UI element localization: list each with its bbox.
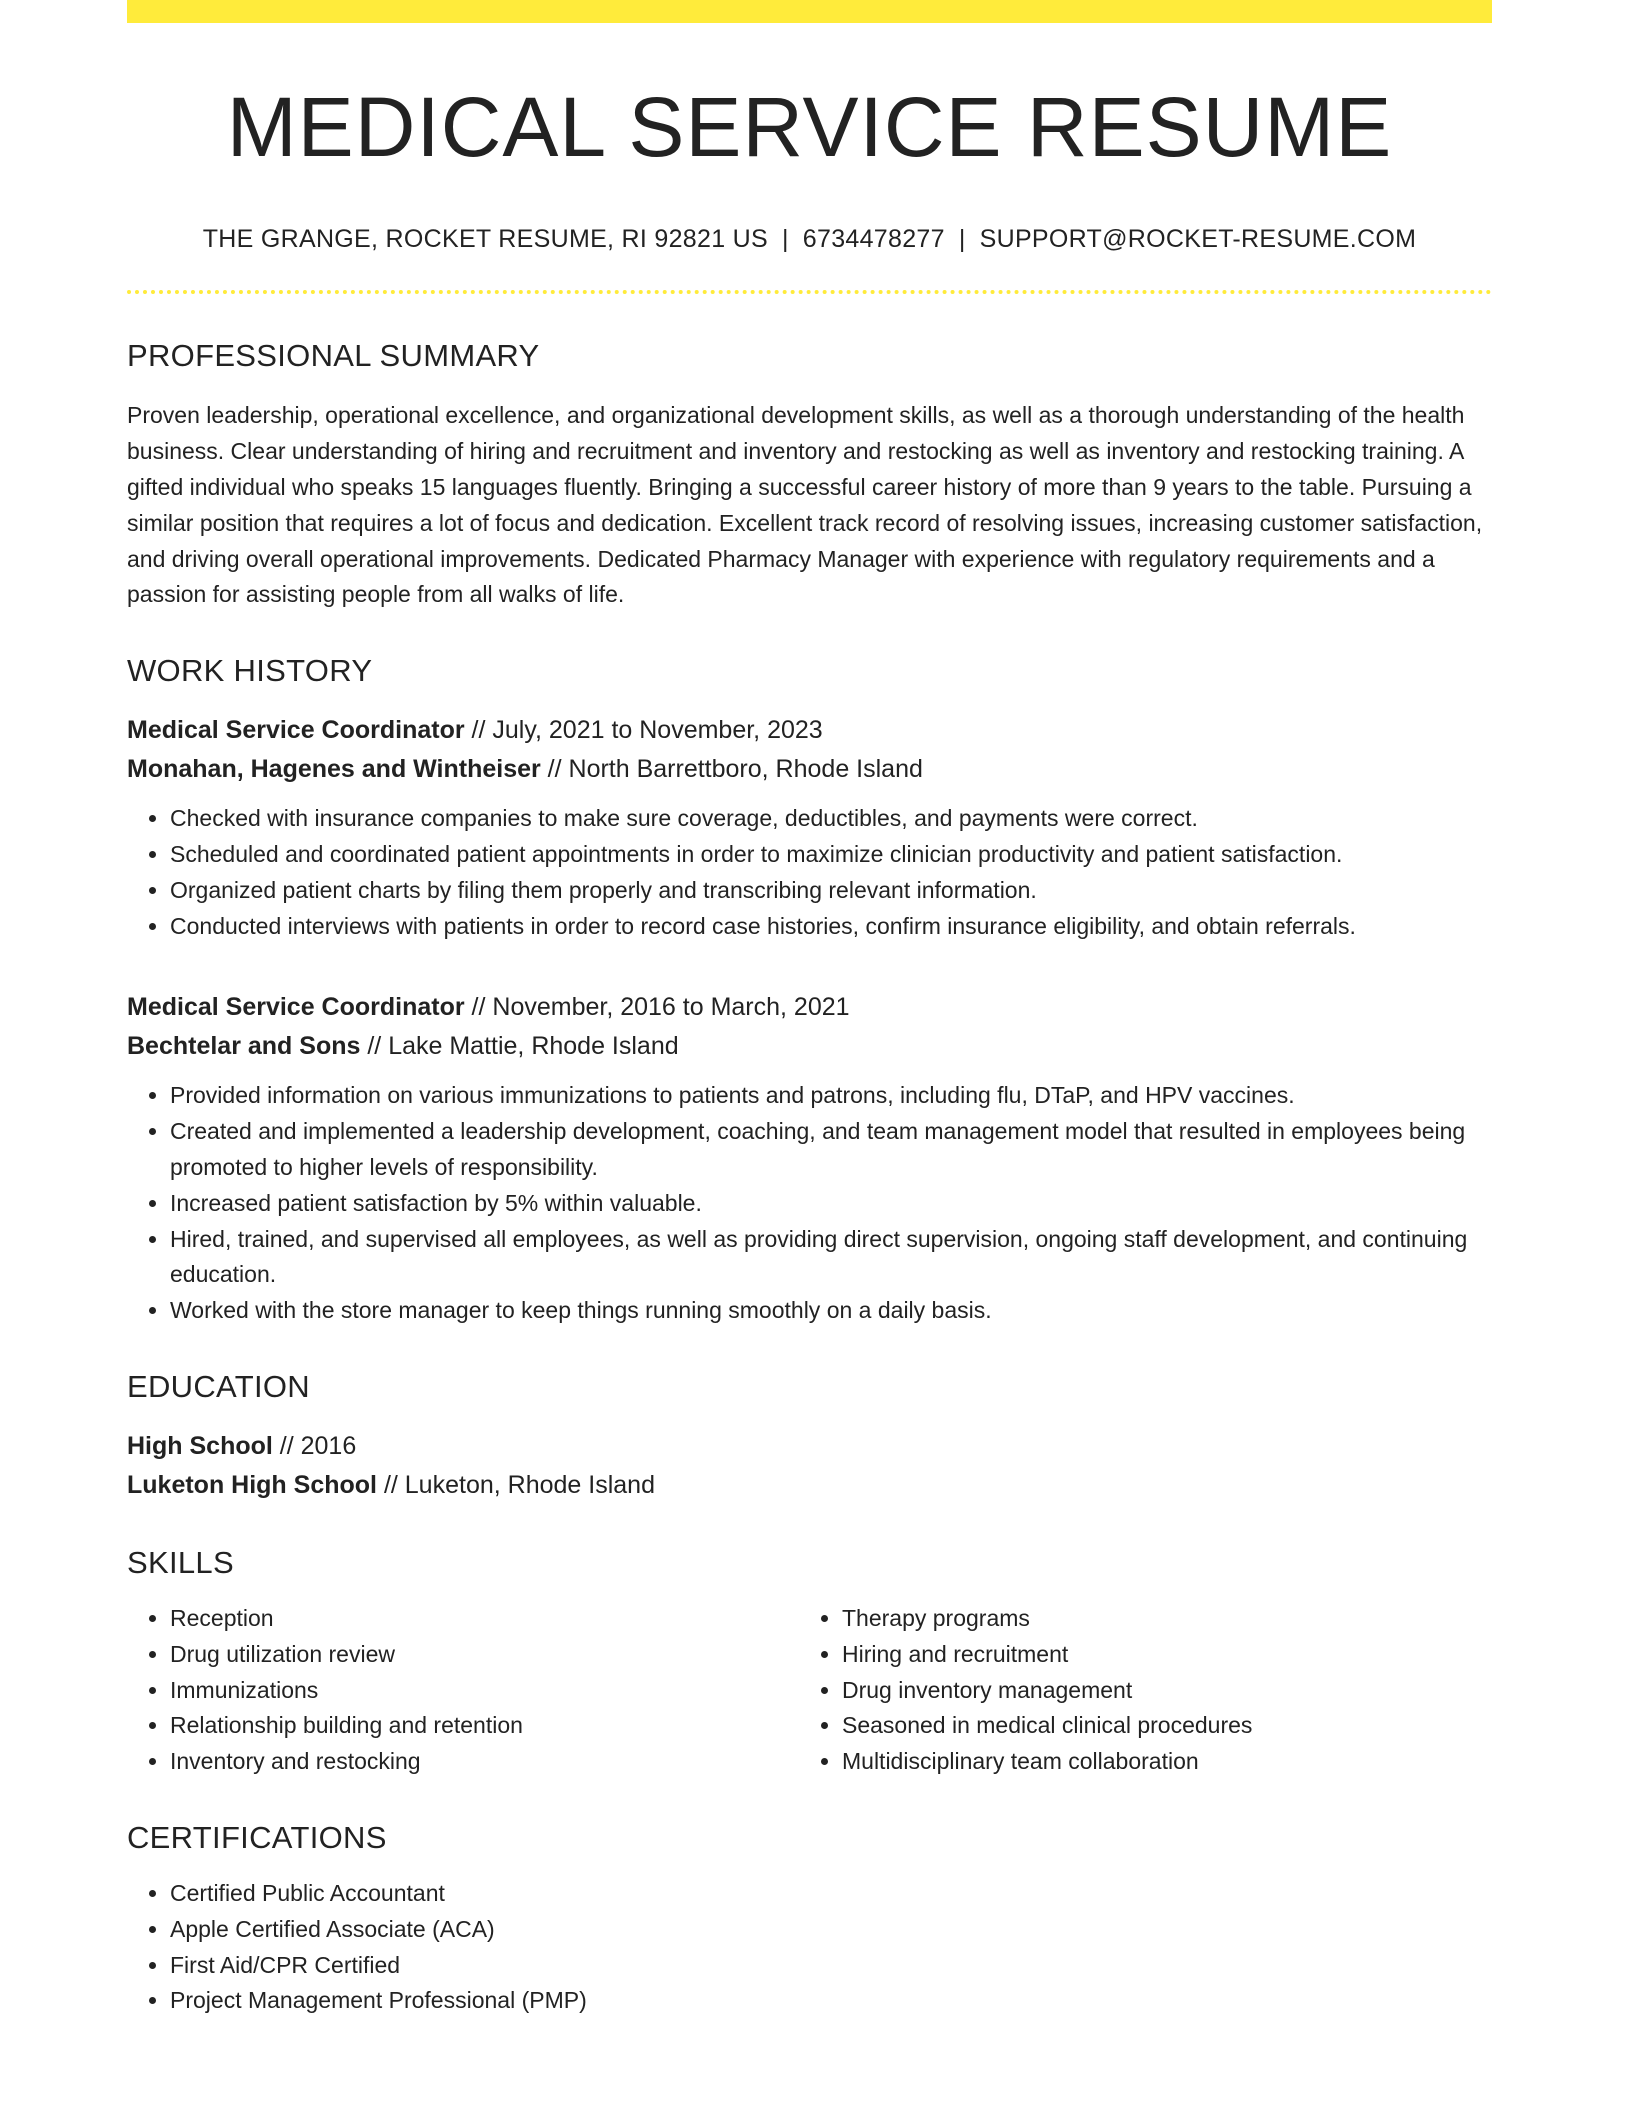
certifications-section	[127, 1820, 1492, 2019]
resume-title: MEDICAL SERVICE RESUME	[226, 80, 1393, 174]
list-item: • Conducted interviews with patients in order to record case histories, confirm insurance eligibility, and obtain referrals.	[170, 909, 1492, 945]
list-item: • Certified Public Accountant	[170, 1876, 1492, 1912]
list-item: • Seasoned in medical clinical procedures	[842, 1708, 1471, 1744]
education-location: // Luketon, Rhode Island	[377, 1470, 655, 1499]
list-item: • Reception	[170, 1601, 799, 1637]
job-dates: // November, 2016 to March, 2021	[464, 993, 850, 1022]
job-company-line	[127, 1027, 1492, 1066]
list-item: • Organized patient charts by filing them properly and transcribing relevant information.	[170, 873, 1492, 909]
job-entry	[127, 988, 1492, 1329]
education-entry	[127, 1427, 1492, 1505]
list-item: • Scheduled and coordinated patient appointments in order to maximize clinician productivity and patient satisfaction.	[170, 837, 1492, 873]
certifications-list	[127, 1876, 1492, 2019]
skills-list	[799, 1601, 1471, 1780]
education-degree: High School	[127, 1431, 273, 1460]
list-item: • Immunizations	[170, 1673, 799, 1709]
list-item: • Apple Certified Associate (ACA)	[170, 1912, 1492, 1948]
list-item: • Created and implemented a leadership development, coaching, and team management model that resulted in employees being promoted to higher levels of responsibility.	[170, 1114, 1492, 1186]
skills-section	[127, 1545, 1492, 1780]
job-title-line	[127, 988, 1492, 1027]
job-role: Medical Service Coordinator	[127, 716, 465, 745]
list-item: • Provided information on various immunizations to patients and patrons, including flu, DTaP, and HPV vaccines.	[170, 1078, 1492, 1114]
education-school: Luketon High School	[127, 1470, 377, 1499]
skills-columns	[127, 1601, 1492, 1780]
job-bullets	[127, 801, 1492, 944]
summary-heading: PROFESSIONAL SUMMARY	[127, 338, 540, 374]
list-item: • Hiring and recruitment	[842, 1637, 1471, 1673]
list-item: • Drug utilization review	[170, 1637, 799, 1673]
job-company-line	[127, 750, 1492, 789]
job-company: Bechtelar and Sons	[127, 1032, 361, 1061]
list-item: • Project Management Professional (PMP)	[170, 1983, 1492, 2019]
skills-column-left	[127, 1601, 799, 1780]
list-item: • Increased patient satisfaction by 5% within valuable.	[170, 1186, 1492, 1222]
job-role: Medical Service Coordinator	[127, 993, 465, 1022]
list-item: • Multidisciplinary team collaboration	[842, 1744, 1471, 1780]
job-location: // Lake Mattie, Rhode Island	[360, 1032, 679, 1061]
dotted-divider	[127, 290, 1492, 294]
list-item: • Worked with the store manager to keep things running smoothly on a daily basis.	[170, 1293, 1492, 1329]
education-school-line	[127, 1466, 1492, 1505]
work-history-heading: WORK HISTORY	[127, 653, 373, 689]
certifications-heading: CERTIFICATIONS	[127, 1819, 387, 1855]
work-history-section	[127, 653, 1492, 1329]
job-title-line	[127, 711, 1492, 750]
contact-separator: |	[958, 225, 966, 254]
list-item: • Relationship building and retention	[170, 1708, 799, 1744]
resume-page	[127, 0, 1492, 2019]
job-entry	[127, 711, 1492, 944]
list-item: • First Aid/CPR Certified	[170, 1948, 1492, 1984]
contact-line	[127, 225, 1492, 254]
skills-heading: SKILLS	[127, 1544, 234, 1580]
job-company: Monahan, Hagenes and Wintheiser	[127, 755, 541, 784]
education-degree-line	[127, 1427, 1492, 1466]
list-item: • Therapy programs	[842, 1601, 1471, 1637]
list-item: • Hired, trained, and supervised all employees, as well as providing direct supervision, ongoing staff development, and continuing education.	[170, 1222, 1492, 1294]
accent-top-bar	[127, 0, 1492, 23]
list-item: • Inventory and restocking	[170, 1744, 799, 1780]
contact-separator: |	[781, 225, 789, 254]
address: THE GRANGE, ROCKET RESUME, RI 92821 US	[202, 225, 768, 254]
list-item: • Checked with insurance companies to make sure coverage, deductibles, and payments were correct.	[170, 801, 1492, 837]
skills-list	[127, 1601, 799, 1780]
list-item: • Drug inventory management	[842, 1673, 1471, 1709]
job-bullets	[127, 1078, 1492, 1329]
education-heading: EDUCATION	[127, 1368, 310, 1404]
job-dates: // July, 2021 to November, 2023	[464, 716, 823, 745]
job-location: // North Barrettboro, Rhode Island	[540, 755, 923, 784]
skills-column-right	[799, 1601, 1471, 1780]
email: SUPPORT@ROCKET-RESUME.COM	[979, 225, 1417, 254]
phone: 6734478277	[802, 225, 945, 254]
summary-text: Proven leadership, operational excellence, and organizational development skills, as well as a thorough understanding of the health business. Clear understanding of hiring and recruitment and inventory and restocking as well as inventory and restocking training. A gifted individual who speaks 15 languages fluently. Bringing a successful career history of more than 9 years to the table. Pursuing a similar position that requires a lot of focus and dedication. Excellent track record of resolving issues, increasing customer satisfaction, and driving overall operational improvements. Dedicated Pharmacy Manager with experience with regulatory requirements and a passion for assisting people from all walks of life.	[127, 402, 1483, 608]
education-year: // 2016	[272, 1431, 357, 1460]
education-section	[127, 1369, 1492, 1505]
